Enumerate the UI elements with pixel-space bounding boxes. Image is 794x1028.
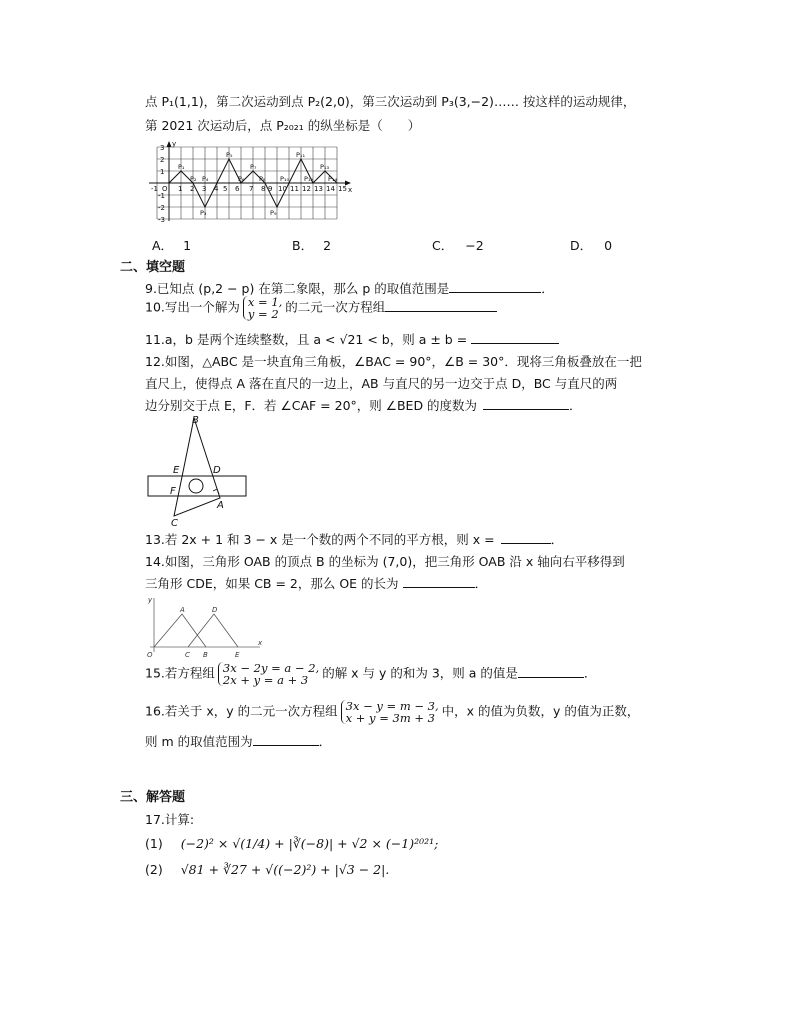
vertex-label: B <box>203 651 208 659</box>
vertex-label: C <box>171 518 178 529</box>
q15-suffix: 的解 x 与 y 的和为 3，则 a 的值是 <box>322 665 518 681</box>
x-tick-label: 2 <box>190 185 195 193</box>
y-tick-label: 3 <box>160 144 165 152</box>
q14-translation-figure <box>140 592 270 662</box>
origin-label: O <box>147 651 153 659</box>
q12-line1: 12.如图，△ABC 是一块直角三角板，∠BAC = 90°，∠B = 30°．现将三角板叠放在一把 <box>145 354 642 369</box>
option-value: 0 <box>604 238 613 253</box>
x-tick-label: 15 <box>338 185 347 193</box>
q13: 13.若 2x + 1 和 3 − x 是一个数的两个不同的平方根，则 x = ． <box>145 532 564 547</box>
equation-system <box>243 296 282 320</box>
y-tick-label: 1 <box>160 168 165 176</box>
q13-text: 13.若 2x + 1 和 3 − x 是一个数的两个不同的平方根，则 x = <box>145 532 495 547</box>
point-label: F <box>170 486 176 497</box>
answer-blank[interactable] <box>385 299 497 312</box>
q12-triangle-ruler-figure <box>140 410 250 530</box>
point-label: P₉ <box>270 209 277 217</box>
q9-text: 9.已知点 (p,2 − p) 在第二象限，那么 p 的取值范围是 <box>145 281 450 296</box>
x-tick-label: 4 <box>214 185 219 193</box>
x-tick-label: 6 <box>235 185 240 193</box>
equation: y = 2 <box>247 307 279 321</box>
option-a[interactable] <box>152 236 191 254</box>
equation: 2x + y = a + 3 <box>222 673 309 687</box>
q8-line2: 第 2021 次运动后，点 P₂₀₂₁ 的纵坐标是（ ） <box>145 118 421 133</box>
y-tick-label: -2 <box>158 204 165 212</box>
answer-blank[interactable] <box>483 397 569 410</box>
y-axis-label: y <box>148 596 153 604</box>
q8-line1: 点 P₁(1,1)，第二次运动到点 P₂(2,0)，第三次运动到 P₃(3,−2)…… 按这样的运动规律， <box>145 94 636 109</box>
answer-blank[interactable] <box>403 575 475 588</box>
vertex-label: A <box>217 500 224 511</box>
q16-suffix: 中，x 的值为负数，y 的值为正数， <box>441 703 640 719</box>
point-label: P₆ <box>238 175 245 183</box>
answer-blank[interactable] <box>471 331 559 344</box>
q16-prefix: 16.若关于 x，y 的二元一次方程组 <box>145 703 338 719</box>
x-axis-label: x <box>258 639 263 647</box>
option-c[interactable] <box>432 236 484 254</box>
point-label: P₅ <box>226 151 233 159</box>
vertex-label: A <box>180 606 185 614</box>
q8-coordinate-grid-figure <box>145 141 355 223</box>
x-tick-label: 11 <box>290 185 299 193</box>
point-label: P₁ <box>178 163 185 171</box>
x-tick-label: 8 <box>261 185 266 193</box>
x-tick-label: 7 <box>249 185 254 193</box>
x-tick-label: 13 <box>314 185 323 193</box>
q17-title: 17.计算: <box>145 812 195 827</box>
section-title: 二、填空题 <box>120 260 186 275</box>
equation: 3x − y = m − 3, <box>345 699 439 713</box>
equation: x = 1, <box>247 295 283 309</box>
point-label: P₁₄ <box>328 175 338 183</box>
option-value: 2 <box>323 238 332 253</box>
y-axis-label: y <box>172 141 177 148</box>
vertex-label: B <box>192 415 199 426</box>
expression: √81 + ∛27 + √((−2)²) + |√3 − 2|. <box>180 862 390 877</box>
section-title: 三、解答题 <box>120 790 186 805</box>
answer-blank[interactable] <box>518 665 584 678</box>
option-b[interactable] <box>292 236 331 254</box>
x-tick-label: 5 <box>223 185 228 193</box>
point-label: P₁₀ <box>280 175 290 183</box>
answer-blank[interactable] <box>449 280 541 293</box>
vertex-label: C <box>185 651 190 659</box>
point-label: E <box>173 465 180 476</box>
vertex-label: D <box>212 606 218 614</box>
q10-prefix: 10.写出一个解为 <box>145 299 240 315</box>
point-label: P₁₁ <box>296 151 306 159</box>
q11-text: 11.a，b 是两个连续整数，且 a < √21 < b，则 a ± b = <box>145 332 468 347</box>
expression: (−2)² × √(1/4) + |∛(−8)| + √2 × (−1)²⁰²¹; <box>180 836 439 851</box>
equation: x + y = 3m + 3 <box>345 711 435 725</box>
q15-prefix: 15.若方程组 <box>145 665 215 681</box>
point-label: D <box>213 465 221 476</box>
q15: 15.若方程组 3x − 2y = a − 2, 2x + y = a + 3 的解 x 与 y 的和为 3，则 a 的值是 ． <box>145 661 597 687</box>
q16-line2: 则 m 的取值范围为 ． <box>145 734 332 749</box>
x-tick-label: 10 <box>278 185 287 193</box>
equation-system <box>341 700 439 724</box>
option-letter: B． <box>292 238 314 253</box>
x-tick-label: 3 <box>202 185 207 193</box>
point-label: P₈ <box>259 175 266 183</box>
option-letter: A． <box>152 238 174 253</box>
q11 <box>145 330 559 348</box>
part-label: (1) <box>145 836 163 851</box>
x-tick-label: 9 <box>268 185 273 193</box>
q10-suffix: 的二元一次方程组 <box>285 299 386 315</box>
q16 <box>145 700 639 724</box>
y-tick-label: 2 <box>160 156 165 164</box>
point-label: P₁₂ <box>304 175 314 183</box>
q17-part1 <box>145 836 438 851</box>
answer-blank[interactable] <box>253 733 319 746</box>
point-label: P₂ <box>190 175 197 183</box>
q12-line3-text: 边分别交于点 E，F．若 ∠CAF = 20°，则 ∠BED 的度数为 <box>145 398 478 413</box>
option-letter: D． <box>570 238 593 253</box>
vertex-label: E <box>235 651 240 659</box>
option-value: 1 <box>183 238 192 253</box>
part-label: (2) <box>145 862 163 877</box>
x-tick-label: 14 <box>326 185 335 193</box>
x-tick-label: 1 <box>178 185 183 193</box>
y-tick-label: -3 <box>158 216 165 223</box>
q10 <box>145 296 497 320</box>
q17-part2 <box>145 862 389 877</box>
q12-line2: 直尺上，使得点 A 落在直尺的一边上，AB 与直尺的另一边交于点 D，BC 与直尺的两 <box>145 376 618 391</box>
option-value: −2 <box>465 238 484 253</box>
point-label: P₁₃ <box>320 163 330 171</box>
option-d[interactable] <box>570 236 612 254</box>
point-label: P₃ <box>200 209 207 217</box>
answer-blank[interactable] <box>501 531 551 544</box>
option-letter: C． <box>432 238 454 253</box>
x-axis-label: x <box>348 186 353 194</box>
point-label: P₇ <box>250 163 257 171</box>
equation-system <box>218 662 319 686</box>
q14-line2: 三角形 CDE，如果 CB = 2，那么 OE 的长为 ． <box>145 576 488 591</box>
q14-line2-text: 三角形 CDE，如果 CB = 2，那么 OE 的长为 <box>145 576 399 591</box>
x-tick-label: 12 <box>302 185 311 193</box>
q14-line1: 14.如图，三角形 OAB 的顶点 B 的坐标为 (7,0)，把三角形 OAB 沿 x 轴向右平移得到 <box>145 554 625 569</box>
q16-line2-text: 则 m 的取值范围为 <box>145 734 253 749</box>
origin-label: O <box>162 185 168 193</box>
q12-line3: 边分别交于点 E，F．若 ∠CAF = 20°，则 ∠BED 的度数为 ． <box>145 398 582 413</box>
y-tick-label: -1 <box>158 192 165 200</box>
equation: 3x − 2y = a − 2, <box>222 661 320 675</box>
x-tick-label: -1 <box>151 185 158 193</box>
q9: 9.已知点 (p,2 − p) 在第二象限，那么 p 的取值范围是 ． <box>145 281 554 296</box>
point-label: P₄ <box>202 175 209 183</box>
